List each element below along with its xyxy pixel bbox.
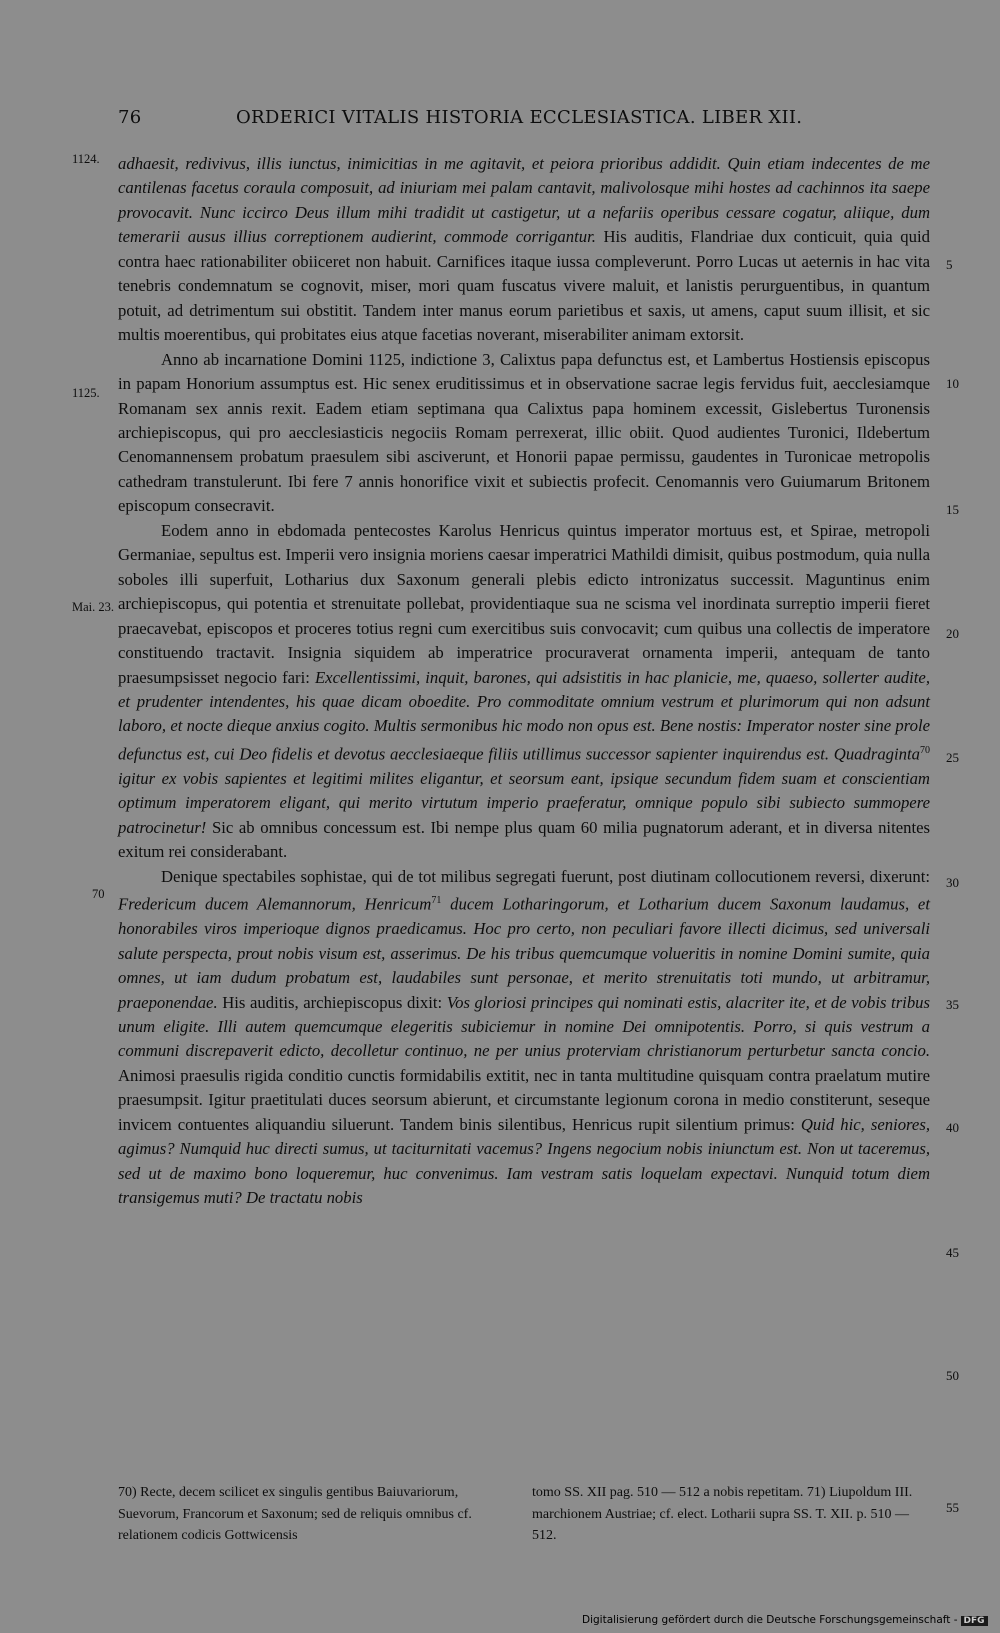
paragraph: [118, 519, 930, 865]
line-number: 25: [946, 750, 959, 765]
narrative-text: Eodem anno in ebdomada pentecostes Karolus Henricus quintus imperator mortuus est, et Spirae, metropoli Germaniae, sepultus est. Imperii vero insignia moriens caesar imperatrici Mathildi dimisit, quibus postmodum, quia nulla soboles illi superfuit, Lotharius dux Saxonum generali plebis edicto intronizatus successit. Maguntinus enim archiepiscopus, qui potentia et strenuitate pollebat, providentiaque sua ne scisma vel inordinata surreptio imperii fieret praecavebat, episcopos et proceres totius regni cum exercitibus suis convocavit; cum quibus una collectis de imperatore constituendo tractavit. Insignia siquidem ab imperatrice procuraverat ornamenta imperii, antequam de tanto praesumpsisset negocio fari:: [118, 520, 930, 687]
line-number: 55: [946, 1500, 959, 1515]
italic-speech: igitur ex vobis sapientes et legitimi milites eligantur, et seorsum eant, ipsique secundum fidem suam et conscientiam optimum imperatorem eligant, qui merito virtutum imperio praeferatur, omnique populo sibi subiecto summopere patrocinetur!: [118, 768, 930, 837]
italic-speech: Fredericum ducem Alemannorum, Henricum: [118, 894, 432, 914]
footnote-right: tomo SS. XII pag. 510 — 512 a nobis repetitam. 71) Liupoldum III. marchionem Austriae; cf. elect. Lotharii supra SS. T. XII. p. 510 — 512.: [532, 1485, 913, 1543]
line-number: 30: [946, 875, 959, 890]
credit-text: Digitalisierung gefördert durch die Deutsche Forschungsgemeinschaft -: [582, 1614, 958, 1626]
running-title: ORDERICI VITALIS HISTORIA ECCLESIASTICA. LIBER XII.: [236, 107, 803, 128]
line-number: 50: [946, 1368, 959, 1383]
italic-speech: Excellentissimi, inquit, barones, qui adsistitis in hac planicie, me, quaeso, sollerter audite, et prudenter intendentes, his quae dicam oboedite. Pro commoditate omnium vestrum et plurimorum qui non adsunt laboro, et nocte dieque anxius cogito. Multis sermonibus hic modo non opus est. Bene nostis: Imperator noster sine prole defunctus est, cui Deo fidelis et devotus aecclesiaeque filiis utillimus successor sapienter inquirendus est. Quadraginta: [118, 667, 930, 764]
margin-year-1125: 1125.: [72, 386, 100, 400]
narrative-text: Sic ab omnibus concessum est. Ibi nempe plus quam 60 milia pugnatorum aderant, et in diversa nitentes exitum rei considerabant.: [118, 817, 930, 862]
italic-speech: Vos gloriosi principes qui nominati estis, alacriter ite, et de vobis tribus unum eligite. Illi autem quemcumque elegeritis subiciemur in nomine Dei omnipotentis. Porro, si quis vestrum a communi discrepaverit edicto, decolletur continuo, ne per unius proterviam christianorum perturbetur sancta concio.: [118, 992, 930, 1061]
footnote-left: 70) Recte, decem scilicet ex singulis gentibus Baiuvariorum, Suevorum, Francorum et Saxonum; sed de reliquis omnibus cf. relationem codicis Gottwicensis: [118, 1485, 472, 1543]
margin-year-1124: 1124.: [72, 152, 100, 166]
line-number: 5: [946, 257, 953, 272]
narrative-text: His auditis, Flandriae dux conticuit, quia quid contra haec rationabiliter obiiceret non habuit. Carnifices itaque iussa compleverunt. Porro Lucas ut aeternis in hac vita tenebris condemnatum se cognovit, miser, mori quam fuscatus vivere maluit, et lanistis perurguentibus, in quantum potuit, ad detrimentum sui obstitit. Tandem inter manus eorum parietibus et saxis, ut amens, caput suum illisit, et sic multis moerentibus, qui probitates eius atque facetias noverant, miserabiliter animam extorsit.: [118, 227, 930, 345]
italic-speech: ducem Lotharingorum, et Lotharium ducem Saxonum laudamus, et honorabiles viros imperioque dignos praedicamus. Hoc pro certo, non peculiari favore illecti dicimus, sed universali salute perspecta, prout nobis visum est, asserimus. De his tribus quemcumque volueritis in nomine Domini sumite, quia omnes, ut iam dudum probatum est, laudabiles sunt personae, et merito strenuitatis toti mundo, ut arbitramur, praeponendae.: [118, 894, 930, 1012]
narrative-text: Animosi praesulis rigida conditio cunctis formidabilis extitit, nec in tanta multitudine quisquam contra praelatum mutire praesumpsit. Igitur praetitulati duces seorsum abierunt, et circumstante legionum corona in medio constiterunt, seseque invicem contuentes aliquandiu siluerunt. Tandem binis silentibus, Henricus rupit silentium primus:: [118, 1065, 930, 1134]
line-number: 10: [946, 376, 959, 391]
main-text: [118, 152, 930, 1211]
paragraph: [118, 348, 930, 519]
footnote-marker: 71: [431, 895, 442, 907]
narrative-text: His auditis, archiepiscopus dixit:: [217, 992, 447, 1012]
paragraph: [118, 152, 930, 348]
italic-speech: Quid hic, seniores, agimus? Numquid huc directi sumus, ut taciturnitati vacemus? Ingens negocium nobis iniunctum est. Non ut taceremus, sed ut de maximo bono loqueremur, huc convenimus. Iam vestram satis loquelam expectavi. Nunquid totum diem transigemus muti? De tractatu nobis: [118, 1114, 930, 1208]
line-number: 40: [946, 1120, 959, 1135]
line-number: 20: [946, 626, 959, 641]
digitization-credit: [582, 1614, 988, 1626]
page-number: 76: [118, 107, 142, 128]
line-number: 15: [946, 502, 959, 517]
italic-speech: adhaesit, redivivus, illis iunctus, inimicitias in me agitavit, et peiora prioribus addidit. Quin etiam indecentes de me cantilenas facetus coraula composuit, ad iniuriam mei palam cantavit, malivolosque mihi hostes ad cachinnos ita saepe provocavit. Nunc iccirco Deus illum mihi tradidit ut castigetur, ut a nefariis operibus cessare cogatur, aliique, dum temerarii ausus illius correptionem audierint, commode corrigantur.: [118, 154, 930, 247]
footnote-marker: 70: [920, 744, 930, 756]
margin-date: Mai. 23.: [72, 600, 115, 614]
margin-footnote-ref: 70: [92, 887, 105, 901]
dfg-logo: DFG: [961, 1616, 988, 1626]
narrative-text: Denique spectabiles sophistae, qui de tot milibus segregati fuerunt, post diutinam collocutionem reversi, dixerunt:: [161, 866, 930, 886]
line-number: 45: [946, 1245, 959, 1260]
paragraph: [118, 865, 930, 1211]
narrative-text: Anno ab incarnatione Domini 1125, indictione 3, Calixtus papa defunctus est, et Lambertus Hostiensis episcopus in papam Honorium assumptus est. Hic senex eruditissimus et in observatione sacrae legis fervidus fuit, aecclesiamque Romanam sex annis rexit. Eadem etiam septimana qua Calixtus papa hominem excessit, Gislebertus Turonensis archiepiscopus, qui pro aecclesiasticis negociis Romam perrexerat, illic obiit. Quod audientes Turonici, Ildebertum Cenomannensem probatum praesulem sibi asciverunt, et Honorii papae permissu, gaudentes in Turonicae metropolis cathedram transtulerunt. Ibi fere 7 annis honorifice vixit et subiectis profecit. Cenomannis vero Guiumarum Britonem episcopum consecravit.: [118, 349, 930, 516]
line-number: 35: [946, 997, 959, 1012]
